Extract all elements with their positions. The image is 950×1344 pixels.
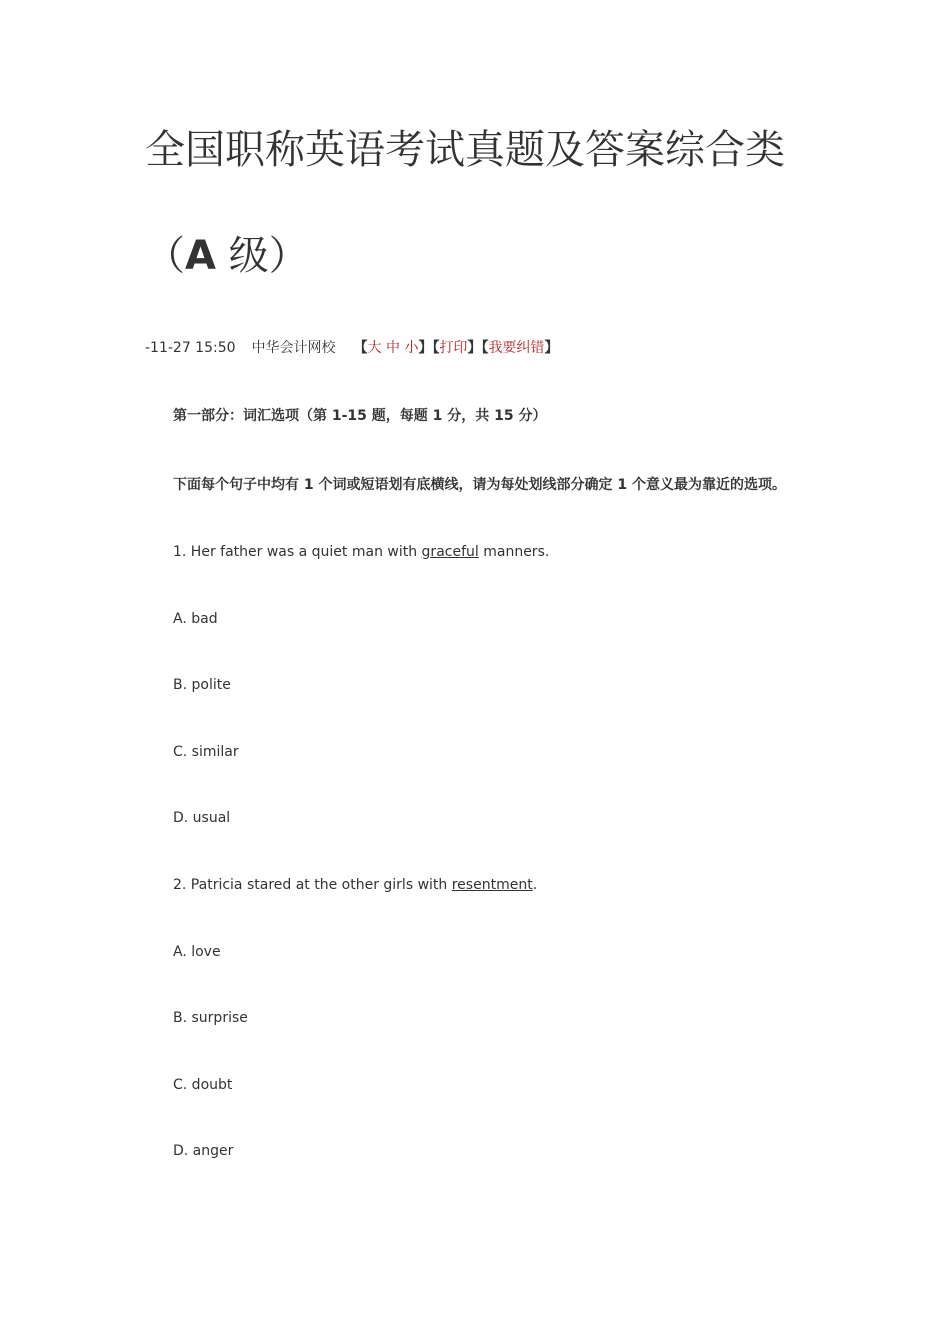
question-1-option-d: D. usual (173, 810, 231, 826)
section-instruction: 下面每个句子中均有 1 个词或短语划有底横线，请为每处划线部分确定 1 个意义最为靠近的选项。 (173, 477, 786, 493)
question-1-option-c: C. similar (173, 744, 239, 760)
section-heading: 第一部分：词汇选项（第 1-15 题，每题 1 分，共 15 分） (173, 408, 547, 424)
article-meta (145, 337, 558, 357)
underlined-word: graceful (421, 544, 479, 560)
title-level: A (185, 233, 216, 279)
publish-datetime: -11-27 15:50 (145, 340, 236, 356)
doc-title-line-2 (145, 233, 309, 279)
title-level-suffix: 级） (228, 233, 309, 279)
question-2-option-b: B. surprise (173, 1010, 248, 1026)
question-1-option-a: A. bad (173, 611, 218, 627)
font-size-medium-link[interactable]: 中 (385, 340, 400, 356)
question-2-option-a: A. love (173, 944, 221, 960)
question-2-stem: 2. Patricia stared at the other girls with resentment. (173, 877, 538, 893)
title-open-paren: （ (145, 233, 185, 279)
source-name: 中华会计网校 (251, 340, 336, 356)
question-2-option-c: C. doubt (173, 1077, 233, 1093)
underlined-word: resentment (451, 877, 533, 893)
report-error-link[interactable]: 我要纠错 (488, 340, 545, 356)
question-2-option-d: D. anger (173, 1143, 234, 1159)
question-1-option-b: B. polite (173, 677, 231, 693)
question-1-stem: 1. Her father was a quiet man with graceful manners. (173, 544, 550, 560)
font-size-large-link[interactable]: 大 (367, 340, 382, 356)
toolbar-links: 【大 中 小】【打印】【我要纠错】 (353, 340, 559, 356)
doc-title-line-1: 全国职称英语考试真题及答案综合类 (145, 127, 785, 173)
print-link[interactable]: 打印 (439, 340, 468, 356)
font-size-small-link[interactable]: 小 (404, 340, 419, 356)
